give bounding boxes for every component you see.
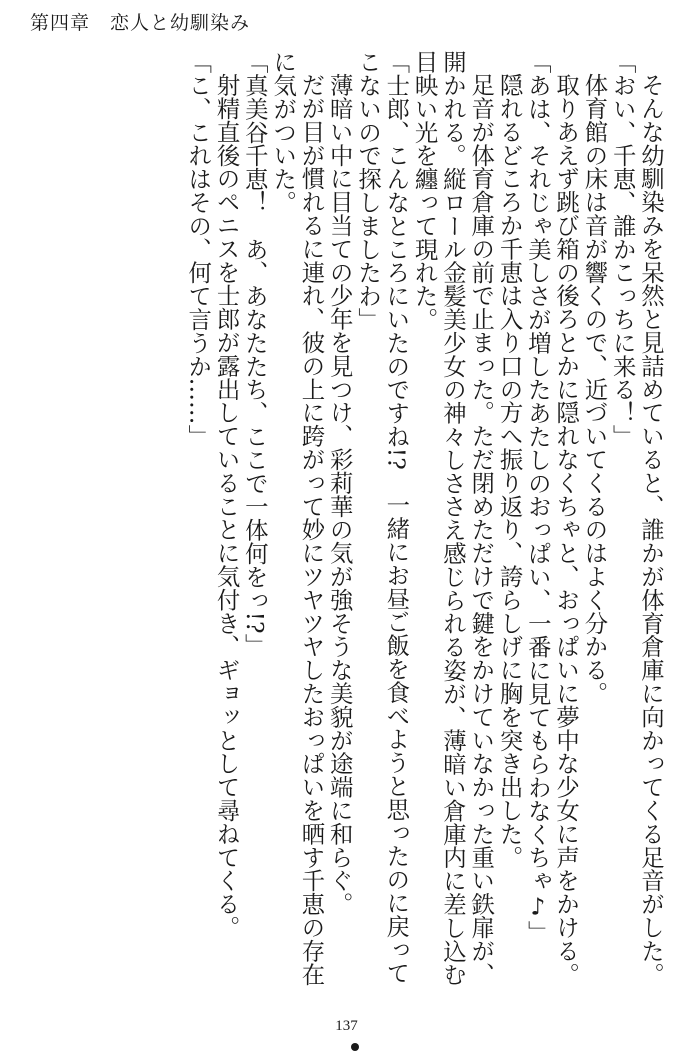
paragraph: だが目が慣れるに連れ、彼の上に跨がって妙にツヤツヤしたおっぱいを晒す千恵の存在に気がついた。 [269, 50, 326, 986]
page-number: 137 [335, 1018, 358, 1034]
paragraph: 薄暗い中に目当ての少年を見つけ、彩莉華の気が強そうな美貌が途端に和らぐ。 [325, 73, 354, 916]
body-text [27, 50, 665, 990]
paragraph: 隠れるどころか千恵は入り口の方へ振り返り、誇らしげに胸を突き出した。 [495, 73, 524, 869]
paragraph: 足音が体育倉庫の前で止まった。ただ閉めただけで鍵をかけていなかった重い鉄扉が、開かれる。縦ロール金髪美少女の神々しささえ感じられる姿が、薄暗い倉庫内に差し込む目映い光を纏って現れた。 [410, 50, 496, 986]
dialogue-line: 「こ、これはその、何て言うか……」 [184, 50, 213, 448]
paragraph: そんな幼馴染みを呆然と見詰めていると、誰かが体育倉庫に向かってくる足音がした。 [637, 73, 665, 986]
dialogue-line: 「真美谷千恵！ あ、あなたたち、ここで一体何をっ!?」 [240, 50, 269, 657]
dialogue-line: 「おい、千恵、誰かこっちに来る！」 [608, 50, 637, 448]
running-head: 第四章 恋人と幼馴染み [30, 12, 251, 34]
dialogue-line: 「士郎、こんなところにいたのですね!? 一緒にお昼ご飯を食べようと思ったのに戻ってこないので探しましたわ」 [354, 50, 411, 985]
paragraph: 体育館の床は音が響くので、近づいてくるのはよく分かる。 [580, 73, 609, 706]
dialogue-line: 「あは、それじゃ美しさが増したあたしのおっぱい、一番に見てもらわなくちゃ♪」 [523, 50, 552, 944]
paragraph: 射精直後のペニスを士郎が露出していることに気付き、ギョッとして尋ねてくる。 [212, 73, 241, 940]
paragraph: 取りあえず跳び箱の後ろとかに隠れなくちゃと、おっぱいに夢中な少女に声をかける。 [552, 73, 581, 986]
